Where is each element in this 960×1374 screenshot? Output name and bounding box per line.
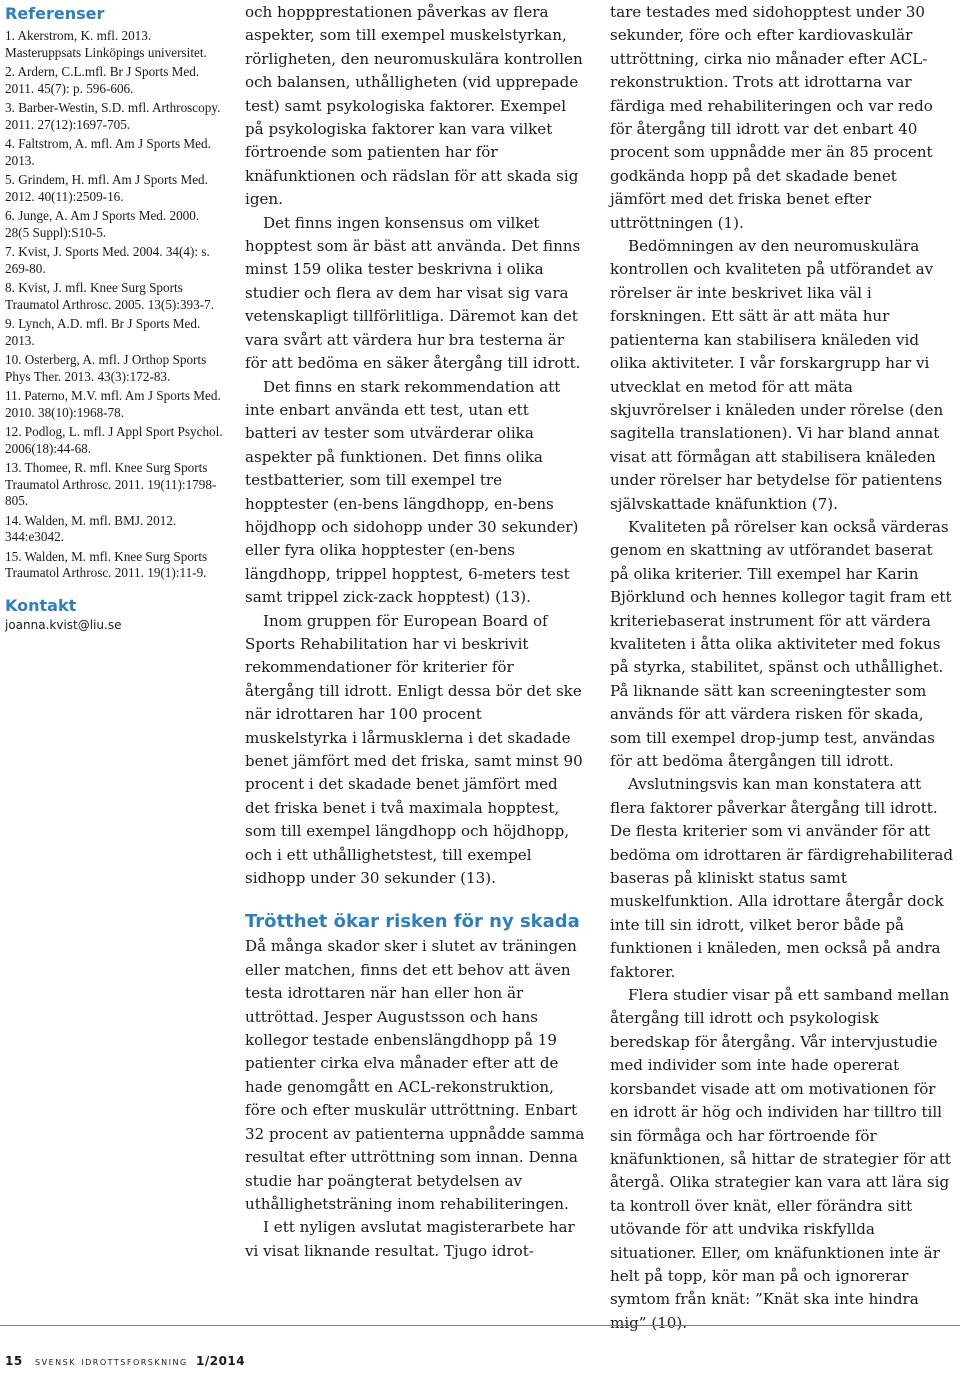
article-column-right [610, 0, 955, 1335]
reference-item: 7. Kvist, J. Sports Med. 2004. 34(4): s. 269-80. [5, 244, 210, 276]
paragraph: Inom gruppen för European Board of Sports Rehabilitation har vi beskrivit rekommendationer för kriterier för återgång till idrott. Enligt dessa bör det ske när idrottaren har 100 procent muskelstyrka i lårmusklerna i det skadade benet jämfört med det friska, samt minst 90 procent i det skadade benet jämfört med det friska benet i två maximala hopptest, som till exempel längdhopp och höjdhopp, och i ett uthållighetstest, till exempel sidhopp under 30 sekunder (13). [245, 611, 583, 888]
reference-item: 1. Akerstrom, K. mfl. 2013. Masteruppsats Linköpings universitet. [5, 28, 207, 60]
paragraph: och hoppprestationen påverkas av flera aspekter, som till exempel muskelstyrkan, rörligheten, den neuromuskulära kontrollen och balansen, uthålligheten (vid upprepade test) samt psykologiska faktorer. Exempel på psykologiska faktorer kan vara vilket förtroende som patienten har för knäfunktionen och rädslan för att skada sig igen. [245, 3, 583, 209]
contact-email: joanna.kvist@liu.se [5, 617, 122, 632]
paragraph: Då många skador sker i slutet av träningen eller matchen, finns det ett behov att även testa idrottaren när han eller hon är uttröttad. Jesper Augustsson och hans kollegor testade enbenslängdhopp på 19 patienter cirka elva månader efter att de hade genomgått en ACL-rekonstruktion, före och efter muskulär uttröttning. Enbart 32 procent av patienterna uppnådde samma resultat efter uttröttning som innan. Denna studie har poängterat betydelsen av uthållighetsträning inom rehabiliteringen. [245, 937, 585, 1213]
reference-item: 12. Podlog, L. mfl. J Appl Sport Psychol. 2006(18):44-68. [5, 424, 223, 456]
issue-number: 1/2014 [195, 1354, 246, 1368]
reference-item: 2. Ardern, C.L.mfl. Br J Sports Med. 2011. 45(7): p. 596-606. [5, 64, 200, 96]
reference-item: 4. Faltstrom, A. mfl. Am J Sports Med. 2013. [5, 136, 211, 168]
article-body-middle-after [245, 935, 585, 1263]
footer-divider [0, 1325, 960, 1326]
reference-item: 14. Walden, M. mfl. BMJ. 2012. 344:e3042. [5, 512, 177, 544]
magazine-name: svensk idrottsforskning [35, 1354, 188, 1368]
page-footer [0, 1318, 960, 1374]
reference-item: 11. Paterno, M.V. mfl. Am J Sports Med. 2010. 38(10):1968-78. [5, 388, 221, 420]
paragraph: I ett nyligen avslutat magisterarbete har vi visat liknande resultat. Tjugo idrot- [245, 1218, 575, 1260]
page-number: 15 [5, 1354, 23, 1368]
paragraph: Avslutningsvis kan man konstatera att flera faktorer påverkar återgång till idrott. De flesta kriterier som vi använder för att bedöma om idrottaren är färdigrehabiliterad baseras på kliniskt status samt muskelfunktion. Alla idrottare återgår dock inte till sin idrott, vilket beror både på funktionen i knäleden, men också på andra faktorer. [610, 775, 954, 981]
reference-item: 8. Kvist, J. mfl. Knee Surg Sports Traumatol Arthrosc. 2005. 13(5):393-7. [5, 280, 215, 312]
reference-item: 6. Junge, A. Am J Sports Med. 2000. 28(5 Suppl):S10-5. [5, 208, 200, 240]
paragraph: Bedömningen av den neuromuskulära kontrollen och kvaliteten på utförandet av rörelser är inte beskrivet lika väl i forskningen. Ett sätt är att mäta hur patienterna kan stabilisera knäleden vid olika aktiviteter. I vår forskargrupp har vi utvecklat en metod för att mäta skjuvrörelser i knäleden under rörelse (den sagitella translationen). Vi har bland annat visat att förmågan att stabilisera knäleden under rörelser har betydelse för patientens självskattade knäfunktion (7). [610, 237, 944, 513]
paragraph: Det finns ingen konsensus om vilket hopptest som är bäst att använda. Det finns minst 159 olika tester beskrivna i olika studier och flera av dem har visat sig vara vetenskapligt tillförlitliga. Däremot kan det vara svårt att värdera hur bra testerna är för att bedöma en säker återgång till idrott. [245, 213, 581, 373]
references-heading: Referenser [5, 4, 105, 23]
article-body-right [610, 1, 955, 1335]
article-column-middle [245, 0, 585, 1263]
reference-item: 13. Thomee, R. mfl. Knee Surg Sports Traumatol Arthrosc. 2011. 19(11):1798-805. [5, 460, 217, 508]
paragraph: tare testades med sidohopptest under 30 sekunder, före och efter kardiovaskulär uttröttning, cirka nio månader efter ACL-rekonstruktion. Trots att idrottarna var färdiga med rehabiliteringen och var redo för återgång till idrott var det enbart 40 procent som uppnådde mer än 85 procent godkända hopp på det skadade benet jämfört med det friska benet efter uttröttningen (1). [610, 3, 933, 232]
paragraph: Det finns en stark rekommendation att inte enbart använda ett test, utan ett batteri av tester som utvärderar olika aspekter på funktionen. Det finns olika testbatterier, som till exempel tre hopptester (en-bens längdhopp, en-bens höjdhopp och sidohopp under 30 sekunder) eller fyra olika hopptester (en-bens längdhopp, trippel hopptest, 6-meters test samt trippel zick-zack hopptest) (13). [245, 377, 579, 607]
reference-item: 5. Grindem, H. mfl. Am J Sports Med. 2012. 40(11):2509-16. [5, 172, 208, 204]
contact-heading: Kontakt [5, 595, 77, 615]
article-body-middle [245, 1, 585, 890]
references-list [5, 28, 225, 582]
footer-label [5, 1354, 245, 1368]
article-subheading: Trötthet ökar risken för ny skada [245, 911, 580, 933]
reference-item: 3. Barber-Westin, S.D. mfl. Arthroscopy. 2011. 27(12):1697-705. [5, 100, 221, 132]
paragraph: Kvaliteten på rörelser kan också värderas genom en skattning av utförandet baserat på olika kriterier. Till exempel har Karin Björklund och hennes kollegor tagit fram ett kriteriebaserat instrument för att värdera kvaliteten i åtta olika aktiviteter med fokus på styrka, stabilitet, spänst och uthållighet. På liknande sätt kan screeningtester som används för att värdera risken för skada, som till exempel drop-jump test, användas för att bedöma återgången till idrott. [610, 517, 952, 770]
reference-item: 15. Walden, M. mfl. Knee Surg Sports Traumatol Arthrosc. 2011. 19(1):11-9. [5, 548, 208, 580]
paragraph: Flera studier visar på ett samband mellan återgång till idrott och psykologisk beredskap för återgång. Vår intervjustudie med individer som inte hade opererat korsbandet visade att om motivationen för en idrott är hög och individen har tilltro till sin förmåga och har förtroende för knäfunktionen, så hittar de strategier för att återgå. Olika strategier kan vara att lära sig ta kontroll över knät, eller förändra sitt utövande för att undvika riskfyllda situationer. Eller, om knäfunktionen inte är helt på topp, kör man på och ignorerar symtom från knät: ”Knät ska inte hindra mig” (10). [610, 986, 951, 1332]
reference-item: 9. Lynch, A.D. mfl. Br J Sports Med. 2013. [5, 316, 201, 348]
reference-item: 10. Osterberg, A. mfl. J Orthop Sports Phys Ther. 2013. 43(3):172-83. [5, 352, 207, 384]
references-column [5, 0, 225, 632]
